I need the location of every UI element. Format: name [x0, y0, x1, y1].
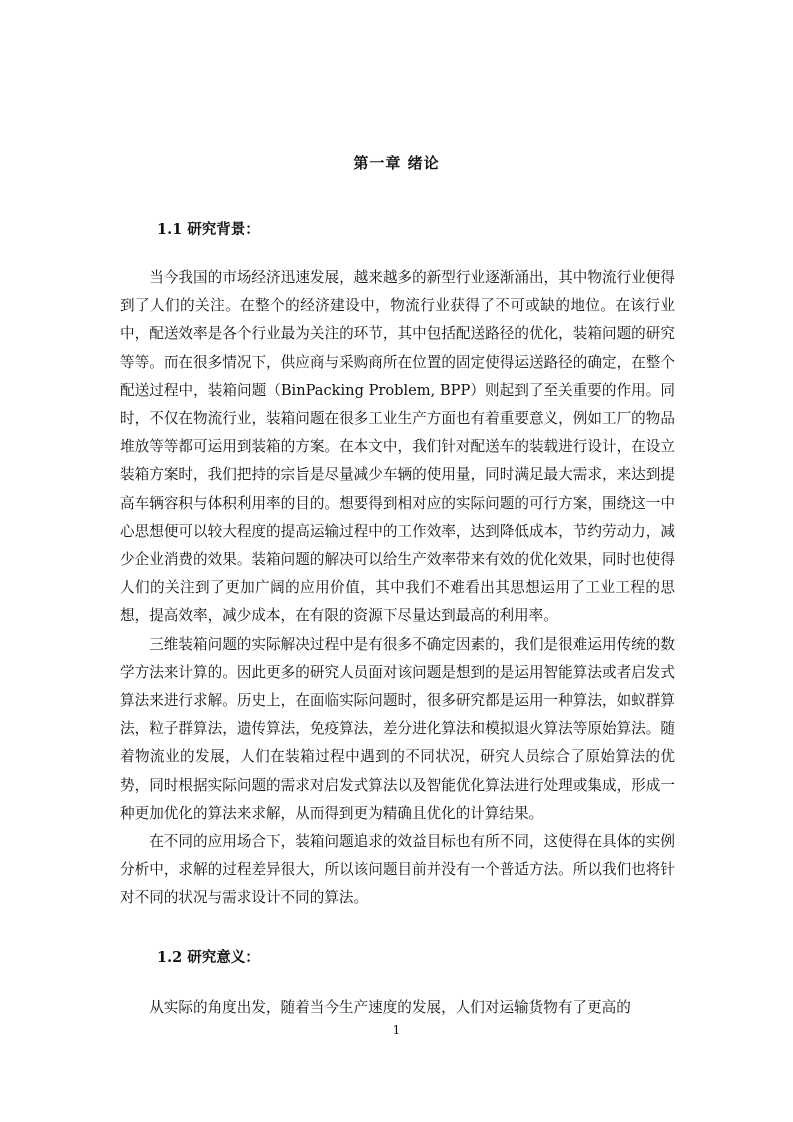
- page-number: 1: [392, 1023, 401, 1037]
- chapter-title: 第一章 绪论: [353, 154, 440, 172]
- paragraph: 当今我国的市场经济迅速发展，越来越多的新型行业逐渐涌出，其中物流行业便得到了人们的关注。在整个的经济建设中，物流行业获得了不可或缺的地位。在该行业中，配送效率是各个行业最为关注的环节，其中包括配送路径的优化，装箱问题的研究等等。而在很多情况下，供应商与采购商所在位置的固定使得运送路径的确定，在整个配送过程中，装箱问题（BinPacking Problem, BPP）则起到了至关重要的作用。同时，不仅在物流行业，装箱问题在很多工业生产方面也有着重要意义，例如工厂的物品堆放等等都可运用到装箱的方案。在本文中，我们针对配送车的装载进行设计，在设立装箱方案时，我们把持的宗旨是尽量减少车辆的使用量，同时满足最大需求，来达到提高车辆容积与体积利用率的目的。想要得到相对应的实际问题的可行方案，围绕这一中心思想便可以较大程度的提高运输过程中的工作效率，达到降低成本，节约劳动力，减少企业消费的效果。装箱问题的解决可以给生产效率带来有效的优化效果，同时也使得人们的关注到了更加广阔的应用价值，其中我们不难看出其思想运用了工业工程的思想，提高效率，减少成本，在有限的资源下尽量达到最高的利用率。: [120, 269, 675, 625]
- paragraph: 三维装箱问题的实际解决过程中是有很多不确定因素的，我们是很难运用传统的数学方法来计算的。因此更多的研究人员面对该问题是想到的是运用智能算法或者启发式算法来进行求解。历史上，在面临实际问题时，很多研究都是运用一种算法，如蚁群算法，粒子群算法，遗传算法，免疫算法，差分进化算法和模拟退火算法等原始算法。随着物流业的发展，人们在装箱过程中遇到的不同状况，研究人员综合了原始算法的优势，同时根据实际问题的需求对启发式算法以及智能优化算法进行处理或集成，形成一种更加优化的算法来求解，从而得到更为精确且优化的计算结果。: [120, 635, 675, 822]
- paragraph: 从实际的角度出发，随着当今生产速度的发展，人们对运输货物有了更高的: [149, 999, 631, 1016]
- paragraph: 在不同的应用场合下，装箱问题追求的效益目标也有所不同，这使得在具体的实例分析中，求解的过程差异很大，所以该问题目前并没有一个普适方法。所以我们也将针对不同的状况与需求设计不同的算法。: [120, 833, 675, 907]
- section-1-2-body: [120, 994, 675, 1022]
- section-heading-1-2: 1.2 研究意义：: [157, 949, 260, 966]
- section-heading-1-1: 1.1 研究背景：: [157, 221, 260, 238]
- section-1-1-body: [120, 264, 675, 913]
